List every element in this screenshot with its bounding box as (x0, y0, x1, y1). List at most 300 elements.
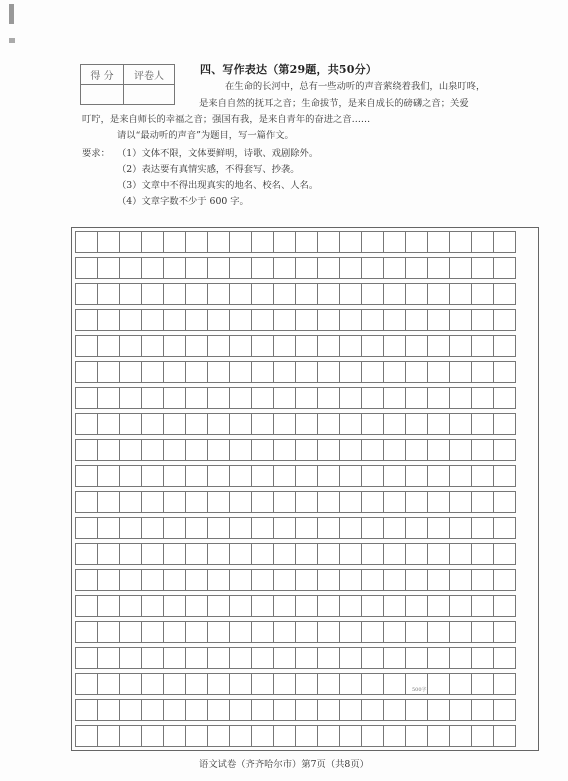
grid-cell[interactable] (97, 725, 120, 747)
grid-cell[interactable] (471, 335, 494, 357)
grid-cell[interactable] (493, 413, 516, 435)
grid-cell[interactable] (75, 387, 98, 409)
grid-cell[interactable] (119, 335, 142, 357)
grid-cell[interactable] (207, 257, 230, 279)
grid-cell[interactable] (295, 387, 318, 409)
grid-cell[interactable] (75, 491, 98, 513)
grid-cell[interactable] (97, 413, 120, 435)
grid-cell[interactable] (119, 309, 142, 331)
grid-cell[interactable] (317, 595, 340, 617)
grid-cell[interactable] (97, 517, 120, 539)
grid-cell[interactable] (361, 283, 384, 305)
grid-cell[interactable] (207, 621, 230, 643)
grid-cell[interactable] (295, 569, 318, 591)
grid-cell[interactable] (295, 491, 318, 513)
grid-cell[interactable] (163, 595, 186, 617)
grid-cell[interactable] (119, 361, 142, 383)
grid-cell[interactable] (339, 283, 362, 305)
grid-cell[interactable] (317, 725, 340, 747)
grid-cell[interactable] (427, 361, 450, 383)
grid-cell[interactable] (163, 543, 186, 565)
grid-cell[interactable] (163, 309, 186, 331)
grid-cell[interactable] (471, 309, 494, 331)
grid-cell[interactable] (383, 569, 406, 591)
grid-cell[interactable] (339, 491, 362, 513)
grid-cell[interactable] (185, 465, 208, 487)
grid-cell[interactable] (119, 491, 142, 513)
grid-cell[interactable] (449, 621, 472, 643)
grid-cell[interactable] (317, 517, 340, 539)
grid-cell[interactable] (75, 595, 98, 617)
grid-cell[interactable] (273, 647, 296, 669)
grid-cell[interactable] (317, 491, 340, 513)
grid-cell[interactable] (317, 335, 340, 357)
grid-cell[interactable] (427, 517, 450, 539)
grid-cell[interactable] (383, 231, 406, 253)
grid-cell[interactable] (75, 309, 98, 331)
grid-cell[interactable] (141, 673, 164, 695)
grid-cell[interactable] (295, 595, 318, 617)
grid-cell[interactable] (339, 309, 362, 331)
grid-cell[interactable] (427, 569, 450, 591)
grid-cell[interactable] (141, 543, 164, 565)
grid-cell[interactable] (427, 465, 450, 487)
grid-cell[interactable] (273, 231, 296, 253)
grid-cell[interactable] (449, 569, 472, 591)
grid-cell[interactable] (207, 335, 230, 357)
grid-cell[interactable] (207, 413, 230, 435)
grid-cell[interactable] (251, 725, 274, 747)
grid-cell[interactable] (317, 257, 340, 279)
grid-cell[interactable] (251, 647, 274, 669)
grid-cell[interactable] (141, 413, 164, 435)
grid-cell[interactable] (185, 517, 208, 539)
grid-cell[interactable] (229, 231, 252, 253)
grid-cell[interactable] (119, 387, 142, 409)
grid-cell[interactable] (295, 283, 318, 305)
grid-cell[interactable] (185, 725, 208, 747)
grid-cell[interactable] (229, 699, 252, 721)
grid-cell[interactable] (97, 621, 120, 643)
grid-cell[interactable] (493, 387, 516, 409)
grid-cell[interactable] (97, 335, 120, 357)
grid-cell[interactable] (383, 725, 406, 747)
grid-cell[interactable] (97, 569, 120, 591)
grid-cell[interactable] (427, 387, 450, 409)
grid-cell[interactable] (339, 335, 362, 357)
grid-cell[interactable] (383, 595, 406, 617)
grid-cell[interactable] (185, 283, 208, 305)
grid-cell[interactable] (493, 621, 516, 643)
grid-cell[interactable] (141, 231, 164, 253)
score-cell[interactable] (81, 85, 124, 105)
grid-cell[interactable] (361, 309, 384, 331)
grid-cell[interactable] (295, 543, 318, 565)
grid-cell[interactable] (75, 621, 98, 643)
grid-cell[interactable] (163, 413, 186, 435)
grid-cell[interactable] (383, 361, 406, 383)
grid-cell[interactable] (97, 309, 120, 331)
grid-cell[interactable] (141, 699, 164, 721)
grid-cell[interactable] (295, 621, 318, 643)
grid-cell[interactable] (427, 673, 450, 695)
grid-cell[interactable] (383, 673, 406, 695)
grid-cell[interactable] (449, 465, 472, 487)
grid-cell[interactable] (273, 257, 296, 279)
grid-cell[interactable] (273, 491, 296, 513)
grid-cell[interactable] (273, 673, 296, 695)
grid-cell[interactable] (163, 465, 186, 487)
grid-cell[interactable] (207, 647, 230, 669)
grid-cell[interactable] (295, 699, 318, 721)
grid-cell[interactable] (449, 231, 472, 253)
grid-cell[interactable] (273, 387, 296, 409)
grid-cell[interactable] (361, 517, 384, 539)
grid-cell[interactable] (471, 491, 494, 513)
grid-cell[interactable] (141, 647, 164, 669)
grid-cell[interactable] (119, 413, 142, 435)
grid-cell[interactable] (251, 699, 274, 721)
grid-cell[interactable] (75, 335, 98, 357)
grid-cell[interactable] (97, 361, 120, 383)
grid-cell[interactable] (119, 257, 142, 279)
grid-cell[interactable] (317, 673, 340, 695)
grid-cell[interactable] (141, 283, 164, 305)
grid-cell[interactable] (295, 257, 318, 279)
grid-cell[interactable] (273, 543, 296, 565)
grid-cell[interactable] (207, 543, 230, 565)
grid-cell[interactable] (493, 491, 516, 513)
grid-cell[interactable] (295, 309, 318, 331)
grid-cell[interactable] (361, 465, 384, 487)
grid-cell[interactable] (163, 569, 186, 591)
grid-cell[interactable] (339, 465, 362, 487)
grid-cell[interactable] (405, 439, 428, 461)
grid-cell[interactable] (383, 335, 406, 357)
grid-cell[interactable] (163, 257, 186, 279)
grid-cell[interactable] (229, 595, 252, 617)
grid-cell[interactable] (405, 569, 428, 591)
grid-cell[interactable] (383, 543, 406, 565)
grid-cell[interactable] (471, 543, 494, 565)
grid-cell[interactable] (251, 543, 274, 565)
grid-cell[interactable] (273, 465, 296, 487)
grid-cell[interactable] (493, 231, 516, 253)
grid-cell[interactable] (383, 699, 406, 721)
grid-cell[interactable] (339, 673, 362, 695)
grid-cell[interactable] (449, 517, 472, 539)
grid-cell[interactable] (119, 673, 142, 695)
grid-cell[interactable] (163, 387, 186, 409)
grid-cell[interactable] (339, 725, 362, 747)
grid-cell[interactable] (383, 621, 406, 643)
grid-cell[interactable] (383, 387, 406, 409)
grid-cell[interactable] (361, 361, 384, 383)
grid-cell[interactable] (427, 491, 450, 513)
grid-cell[interactable] (405, 595, 428, 617)
grid-cell[interactable] (75, 543, 98, 565)
grid-cell[interactable] (493, 595, 516, 617)
grid-cell[interactable] (405, 725, 428, 747)
grid-cell[interactable] (471, 257, 494, 279)
grid-cell[interactable] (317, 283, 340, 305)
grid-cell[interactable] (317, 621, 340, 643)
grid-cell[interactable] (141, 309, 164, 331)
grid-cell[interactable] (75, 413, 98, 435)
grid-cell[interactable] (339, 361, 362, 383)
grid-cell[interactable] (339, 699, 362, 721)
grid-cell[interactable] (493, 257, 516, 279)
grid-cell[interactable] (119, 465, 142, 487)
grid-cell[interactable] (295, 647, 318, 669)
grid-cell[interactable] (361, 491, 384, 513)
grid-cell[interactable] (317, 699, 340, 721)
grid-cell[interactable] (361, 569, 384, 591)
grid-cell[interactable] (427, 283, 450, 305)
grid-cell[interactable] (251, 595, 274, 617)
grid-cell[interactable] (207, 725, 230, 747)
grid-cell[interactable] (75, 231, 98, 253)
grid-cell[interactable] (163, 647, 186, 669)
grid-cell[interactable] (449, 335, 472, 357)
grid-cell[interactable] (229, 491, 252, 513)
grid-cell[interactable] (251, 361, 274, 383)
grid-cell[interactable] (97, 439, 120, 461)
grid-cell[interactable] (251, 387, 274, 409)
grid-cell[interactable] (361, 595, 384, 617)
grid-cell[interactable] (185, 439, 208, 461)
grid-cell[interactable] (449, 309, 472, 331)
grid-cell[interactable] (141, 725, 164, 747)
grid-cell[interactable] (449, 699, 472, 721)
grid-cell[interactable] (471, 647, 494, 669)
grid-cell[interactable] (405, 335, 428, 357)
grid-cell[interactable] (471, 465, 494, 487)
grid-cell[interactable] (471, 673, 494, 695)
grid-cell[interactable] (405, 283, 428, 305)
grid-cell[interactable] (273, 439, 296, 461)
grid-cell[interactable] (229, 413, 252, 435)
grid-cell[interactable] (471, 387, 494, 409)
grid-cell[interactable] (229, 543, 252, 565)
grid-cell[interactable] (185, 335, 208, 357)
grid-cell[interactable] (185, 673, 208, 695)
grid-cell[interactable] (405, 387, 428, 409)
grid-cell[interactable] (339, 543, 362, 565)
grid-cell[interactable] (273, 621, 296, 643)
grid-cell[interactable] (75, 569, 98, 591)
grid-cell[interactable] (163, 283, 186, 305)
grid-cell[interactable] (427, 231, 450, 253)
grid-cell[interactable] (427, 335, 450, 357)
grid-cell[interactable] (119, 595, 142, 617)
grid-cell[interactable] (405, 647, 428, 669)
grid-cell[interactable] (185, 647, 208, 669)
grid-cell[interactable] (317, 439, 340, 461)
grid-cell[interactable] (449, 647, 472, 669)
grid-cell[interactable] (163, 361, 186, 383)
grid-cell[interactable] (207, 309, 230, 331)
grid-cell[interactable] (185, 543, 208, 565)
grid-cell[interactable] (273, 517, 296, 539)
grid-cell[interactable] (449, 361, 472, 383)
grid-cell[interactable] (493, 465, 516, 487)
grid-cell[interactable] (75, 361, 98, 383)
grid-cell[interactable] (427, 647, 450, 669)
grid-cell[interactable] (361, 673, 384, 695)
grid-cell[interactable] (229, 309, 252, 331)
grid-cell[interactable] (75, 439, 98, 461)
grid-cell[interactable] (119, 517, 142, 539)
grid-cell[interactable] (75, 647, 98, 669)
grid-cell[interactable] (317, 569, 340, 591)
grid-cell[interactable] (229, 517, 252, 539)
grid-cell[interactable] (141, 517, 164, 539)
grid-cell[interactable] (273, 309, 296, 331)
grid-cell[interactable] (295, 725, 318, 747)
grid-cell[interactable] (251, 309, 274, 331)
grid-cell[interactable] (273, 283, 296, 305)
grid-cell[interactable] (207, 699, 230, 721)
grid-cell[interactable] (75, 465, 98, 487)
grid-cell[interactable] (97, 491, 120, 513)
grid-cell[interactable] (493, 725, 516, 747)
grid-cell[interactable] (251, 673, 274, 695)
grid-cell[interactable] (339, 413, 362, 435)
composition-grid[interactable] (71, 227, 539, 751)
grid-cell[interactable] (383, 647, 406, 669)
grid-cell[interactable] (449, 387, 472, 409)
grid-cell[interactable] (141, 595, 164, 617)
grid-cell[interactable] (361, 621, 384, 643)
grid-cell[interactable] (471, 621, 494, 643)
grid-cell[interactable] (383, 491, 406, 513)
grid-cell[interactable] (361, 413, 384, 435)
grid-cell[interactable] (141, 439, 164, 461)
grid-cell[interactable] (163, 335, 186, 357)
grid-cell[interactable] (163, 439, 186, 461)
grid-cell[interactable] (185, 231, 208, 253)
grid-cell[interactable] (361, 387, 384, 409)
grid-cell[interactable] (207, 361, 230, 383)
grid-cell[interactable] (207, 673, 230, 695)
grid-cell[interactable] (163, 673, 186, 695)
grid-cell[interactable] (449, 283, 472, 305)
grid-cell[interactable] (493, 439, 516, 461)
grid-cell[interactable] (251, 335, 274, 357)
grid-cell[interactable] (119, 647, 142, 669)
grid-cell[interactable] (141, 257, 164, 279)
grid-cell[interactable] (317, 647, 340, 669)
grid-cell[interactable] (163, 621, 186, 643)
grid-cell[interactable] (75, 283, 98, 305)
grid-cell[interactable] (273, 569, 296, 591)
grid-cell[interactable] (339, 595, 362, 617)
grid-cell[interactable] (251, 257, 274, 279)
grid-cell[interactable] (339, 257, 362, 279)
grid-cell[interactable] (361, 335, 384, 357)
grid-cell[interactable] (163, 491, 186, 513)
grid-cell[interactable] (119, 283, 142, 305)
grid-cell[interactable] (229, 257, 252, 279)
grid-cell[interactable] (229, 361, 252, 383)
grid-cell[interactable] (383, 439, 406, 461)
grid-cell[interactable] (317, 465, 340, 487)
grid-cell[interactable] (471, 439, 494, 461)
grid-cell[interactable] (295, 465, 318, 487)
grid-cell[interactable] (449, 725, 472, 747)
grid-cell[interactable] (361, 231, 384, 253)
grid-cell[interactable] (295, 335, 318, 357)
grid-cell[interactable] (207, 569, 230, 591)
grid-cell[interactable] (141, 491, 164, 513)
grid-cell[interactable] (493, 673, 516, 695)
grid-cell[interactable] (207, 517, 230, 539)
grid-cell[interactable] (251, 569, 274, 591)
grid-cell[interactable] (493, 335, 516, 357)
grid-cell[interactable] (427, 621, 450, 643)
grid-cell[interactable] (251, 283, 274, 305)
grid-cell[interactable] (493, 699, 516, 721)
grid-cell[interactable] (493, 569, 516, 591)
grid-cell[interactable] (383, 257, 406, 279)
grid-cell[interactable] (427, 309, 450, 331)
grid-cell[interactable] (119, 699, 142, 721)
grid-cell[interactable] (141, 335, 164, 357)
grid-cell[interactable] (97, 257, 120, 279)
grid-cell[interactable] (273, 335, 296, 357)
grid-cell[interactable] (229, 283, 252, 305)
grid-cell[interactable] (427, 413, 450, 435)
grid-cell[interactable] (339, 387, 362, 409)
grid-cell[interactable] (207, 387, 230, 409)
grid-cell[interactable] (119, 231, 142, 253)
grid-cell[interactable] (405, 361, 428, 383)
grid-cell[interactable] (339, 621, 362, 643)
grid-cell[interactable] (339, 439, 362, 461)
grid-cell[interactable] (229, 647, 252, 669)
grid-cell[interactable] (97, 387, 120, 409)
grid-cell[interactable] (97, 543, 120, 565)
grid-cell[interactable] (185, 491, 208, 513)
grid-cell[interactable] (383, 413, 406, 435)
grid-cell[interactable] (141, 465, 164, 487)
grid-cell[interactable] (317, 361, 340, 383)
grid-cell[interactable] (75, 517, 98, 539)
grid-cell[interactable] (471, 595, 494, 617)
grid-cell[interactable] (295, 361, 318, 383)
grid-cell[interactable] (229, 569, 252, 591)
grid-cell[interactable] (339, 231, 362, 253)
grader-cell[interactable] (124, 85, 175, 105)
grid-cell[interactable] (405, 491, 428, 513)
grid-cell[interactable] (229, 439, 252, 461)
grid-cell[interactable] (405, 621, 428, 643)
grid-cell[interactable] (427, 725, 450, 747)
grid-cell[interactable] (185, 569, 208, 591)
grid-cell[interactable] (361, 725, 384, 747)
grid-cell[interactable] (229, 673, 252, 695)
grid-cell[interactable] (185, 621, 208, 643)
grid-cell[interactable] (75, 257, 98, 279)
grid-cell[interactable] (295, 231, 318, 253)
grid-cell[interactable] (141, 361, 164, 383)
grid-cell[interactable] (251, 621, 274, 643)
grid-cell[interactable] (229, 621, 252, 643)
grid-cell[interactable] (493, 361, 516, 383)
grid-cell[interactable] (97, 673, 120, 695)
grid-cell[interactable] (207, 595, 230, 617)
